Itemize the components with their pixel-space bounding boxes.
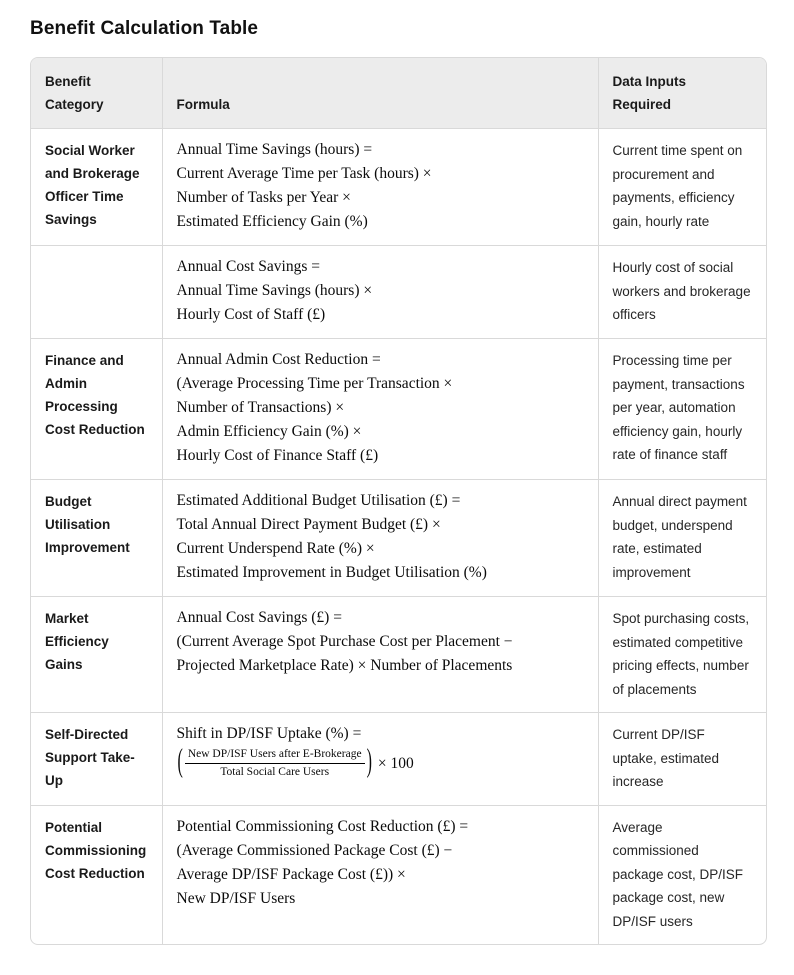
data-inputs-cell: Spot purchasing costs, estimated competitive pricing effects, number of placements [598,597,766,713]
benefit-category-cell [31,246,162,339]
benefit-table [31,58,766,944]
formula-lines [177,255,584,327]
column-header-benefit-category-label: Benefit Category [45,74,104,112]
column-header-formula-label: Formula [176,97,230,112]
fraction [185,747,365,780]
data-inputs-cell: Current time spent on procurement and payments, efficiency gain, hourly rate [598,129,766,246]
benefit-category-cell: Market Efficiency Gains [31,597,162,713]
formula-line: Annual Time Savings (hours) = [176,141,373,158]
data-inputs-cell: Annual direct payment budget, underspend rate, estimated improvement [598,480,766,597]
formula-cell [162,339,598,480]
formula-cell [162,805,598,944]
formula-line: Number of Transactions) × [176,399,345,416]
formula-cell [162,597,598,713]
data-inputs-cell: Current DP/ISF uptake, estimated increase [598,713,766,806]
formula-cell [162,246,598,339]
formula-line: Annual Time Savings (hours) × [176,282,373,299]
close-paren: ) [366,743,372,779]
table-row [31,339,766,480]
open-paren: ( [177,743,183,779]
column-header-formula [162,58,598,129]
formula-line: Total Annual Direct Payment Budget (£) × [176,516,441,533]
page-title: Benefit Calculation Table [30,18,259,39]
formula-line: Annual Cost Savings = [176,258,321,275]
table-row [31,713,766,806]
formula-lines [177,138,584,234]
formula-lines [177,815,584,911]
formula-fraction-line [177,743,584,780]
formula-line: Admin Efficiency Gain (%) × [176,423,362,440]
formula-line: Annual Admin Cost Reduction = [176,351,381,368]
formula-line: Estimated Improvement in Budget Utilisation (%) [176,564,487,581]
benefit-category-cell: Finance and Admin Processing Cost Reduction [31,339,162,480]
formula-cell [162,480,598,597]
benefit-category-cell: Self-Directed Support Take-Up [31,713,162,806]
table-row [31,805,766,944]
fraction-denominator: Total Social Care Users [220,766,330,778]
data-inputs-cell: Average commissioned package cost, DP/ISF package cost, new DP/ISF users [612,819,744,929]
formula-lines [177,722,584,746]
formula-line: Number of Tasks per Year × [176,189,351,206]
formula-line: New DP/ISF Users [176,889,296,907]
benefit-category-cell: Potential Commissioning Cost Reduction [31,805,162,944]
table-header-row [31,58,766,129]
fraction-multiplier: × 100 [377,754,414,772]
formula-line: Projected Marketplace Rate) × Number of Placements [176,657,513,674]
formula-lines [177,606,584,678]
formula-line: Estimated Additional Budget Utilisation (£) = [176,492,461,509]
benefit-category-cell: Social Worker and Brokerage Officer Time Savings [31,129,162,246]
column-header-data-inputs-label: Data Inputs Required [612,74,687,112]
benefit-calculation-table [30,57,767,945]
table-row [31,246,766,339]
data-inputs-cell: Hourly cost of social workers and brokerage officers [598,246,766,339]
data-inputs-cell: Processing time per payment, transactions per year, automation efficiency gain, hourly rate of finance staff [598,339,766,480]
table-row [31,480,766,597]
formula-line: (Current Average Spot Purchase Cost per Placement − [176,633,513,650]
column-header-data-inputs [598,58,766,129]
formula-line: Estimated Efficiency Gain (%) [176,213,368,230]
formula-line: Hourly Cost of Staff (£) [176,306,326,323]
table-row [31,129,766,246]
table-row [31,597,766,713]
formula-line: (Average Processing Time per Transaction × [176,375,453,392]
column-header-benefit-category [31,58,162,129]
formula-lines [177,489,584,585]
formula-cell [162,713,598,806]
formula-line: Current Average Time per Task (hours) × [176,165,432,182]
formula-line: Current Underspend Rate (%) × [176,540,375,557]
formula-line: Potential Commissioning Cost Reduction (£) = [176,817,469,835]
formula-line: Shift in DP/ISF Uptake (%) = [176,725,362,742]
formula-line: Average DP/ISF Package Cost (£)) × [176,865,406,883]
formula-line: Annual Cost Savings (£) = [176,609,342,626]
formula-cell [162,129,598,246]
formula-lines [177,348,584,468]
benefit-category-cell: Budget Utilisation Improvement [31,480,162,597]
fraction-numerator: New DP/ISF Users after E-Brokerage [185,747,365,764]
formula-line: Hourly Cost of Finance Staff (£) [176,447,379,464]
formula-line: (Average Commissioned Package Cost (£) − [176,841,453,859]
